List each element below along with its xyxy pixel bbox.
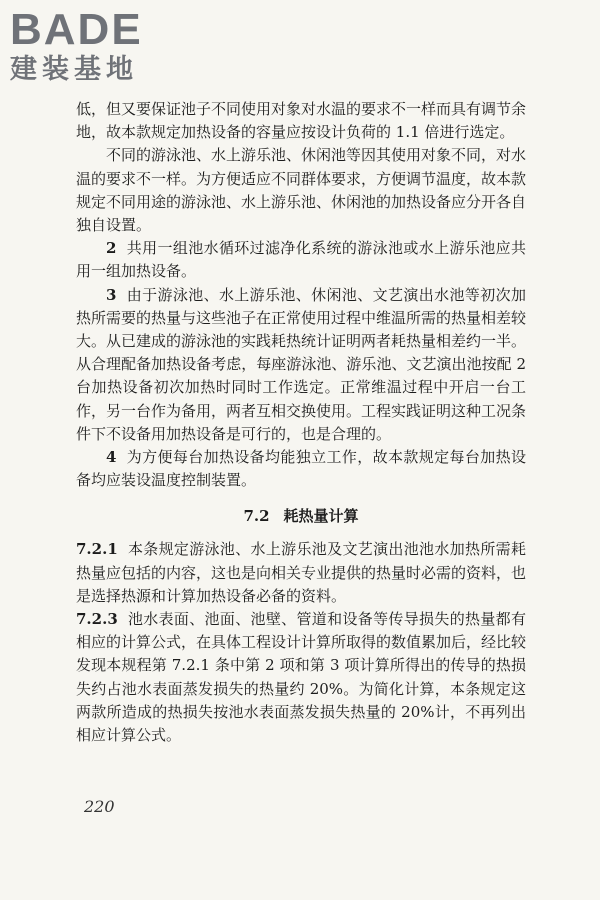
paragraph-continuation: [76, 98, 526, 144]
section-title-text: 耗热量计算: [283, 507, 359, 526]
article-item: [76, 538, 526, 608]
clause-item: [76, 237, 526, 283]
watermark-cjk: 建装基地: [10, 54, 138, 85]
page-body: [76, 98, 526, 747]
clause-number: 2: [106, 239, 117, 258]
article-text: 池水表面、池面、池壁、管道和设备等传导损失的热量都有相应的计算公式，在具体工程设计计算所取得的数值累加后，经比较发现本规程第 7.2.1 条中第 2 项和第 3 项计算所得出的传导的热损失约占池水表面蒸发损失的热量约 20%。为简化计算，本条规定这两款所造成的热损失按池水表面蒸发损失热量的 20%计，不再列出相应计算公式。: [76, 610, 527, 745]
paragraph: [76, 144, 526, 237]
clause-text: 共用一组池水循环过滤净化系统的游泳池或水上游乐池应共用一组加热设备。: [76, 239, 526, 281]
watermark-logo: [10, 6, 180, 86]
clause-number: 4: [106, 448, 117, 467]
clause-text: 为方便每台加热设备均能独立工作，故本款规定每台加热设备均应装设温度控制装置。: [76, 448, 526, 490]
watermark-latin: BADE: [10, 5, 143, 54]
article-item: [76, 608, 526, 747]
paragraph-text: 不同的游泳池、水上游乐池、休闲池等因其使用对象不同，对水温的要求不一样。为方便适应不同群体要求，方便调节温度，故本款规定不同用途的游泳池、水上游乐池、休闲池的加热设备应分开各自独自设置。: [76, 146, 527, 235]
clause-number: 3: [106, 285, 117, 304]
clause-item: [76, 446, 526, 492]
article-number: 7.2.1: [76, 540, 118, 559]
clause-text: 由于游泳池、水上游乐池、休闲池、文艺演出水池等初次加热所需要的热量与这些池子在正常使用过程中维温所需的热量相差较大。从已建成的游泳池的实践耗热统计证明两者耗热量相差约一半。从合理配备加热设备考虑，每座游泳池、游乐池、文艺演出池按配 2 台加热设备初次加热时同时工作选定。正常维温过程中开启一台工作，另一台作为备用，两者互相交换使用。工程实践证明这种工况条件下不设备用加热设备是可行的，也是合理的。: [76, 285, 527, 443]
paragraph-text: 低，但又要保证池子不同使用对象对水温的要求不一样而具有调节余地，故本款规定加热设备的容量应按设计负荷的 1.1 倍进行选定。: [76, 100, 527, 142]
page-number: 220: [84, 797, 115, 816]
article-number: 7.2.3: [76, 610, 118, 629]
section-heading: [76, 505, 526, 527]
clause-item: [76, 284, 526, 446]
section-number: 7.2: [243, 507, 270, 526]
article-text: 本条规定游泳池、水上游乐池及文艺演出池池水加热所需耗热量应包括的内容，这也是向相关专业提供的热量时必需的资料，也是选择热源和计算加热设备必备的资料。: [76, 540, 527, 605]
